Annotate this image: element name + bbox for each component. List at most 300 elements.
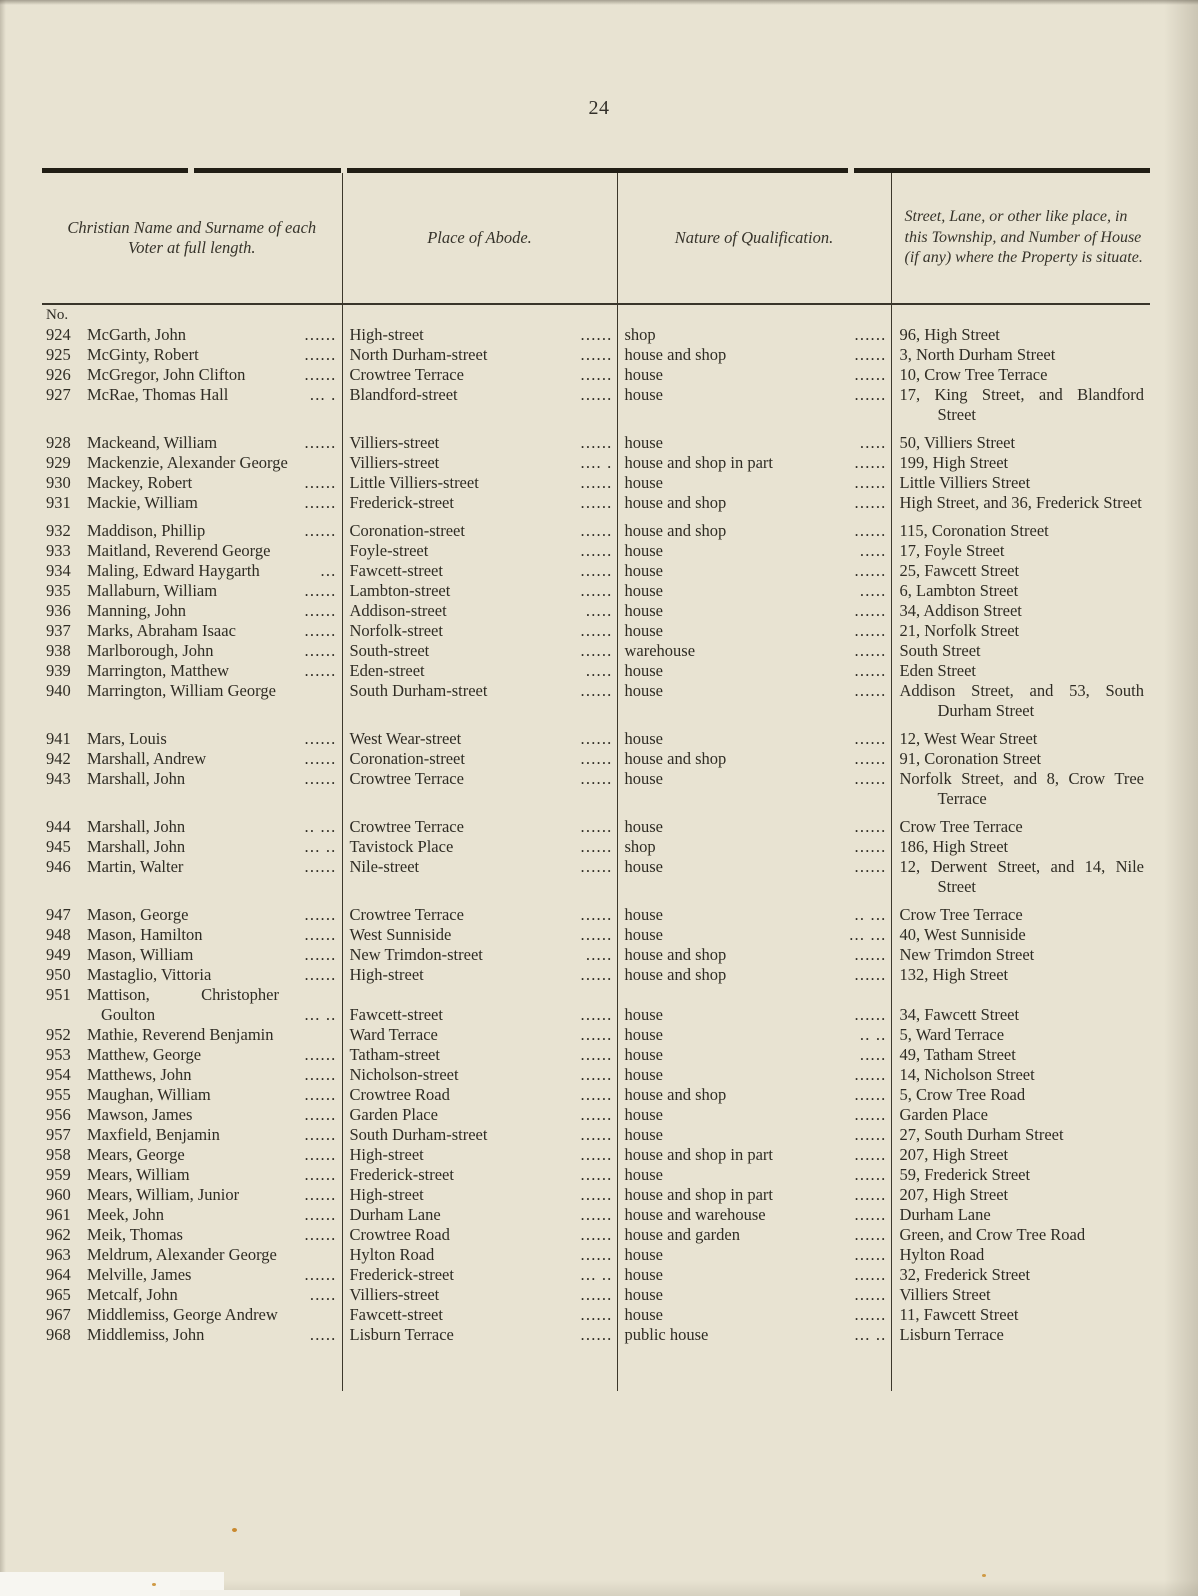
property-street: 6, Lambton Street	[899, 581, 1019, 600]
leader-dots: ......	[580, 1245, 613, 1264]
abode-cell	[342, 809, 617, 837]
property-street: 21, Norfolk Street	[899, 621, 1020, 640]
leader-dots: ......	[304, 365, 337, 384]
qualification-cell	[617, 1185, 891, 1205]
leader-dots: ......	[580, 965, 613, 984]
abode-cell	[342, 1025, 617, 1045]
abode-cell	[342, 925, 617, 945]
voter-number: 925	[46, 345, 71, 364]
leader-dots: ......	[580, 729, 613, 748]
qualification-cell	[617, 1245, 891, 1265]
voter-name: Matthew, George	[87, 1045, 202, 1064]
voter-name: Marlborough, John	[87, 641, 214, 660]
place-of-abode: Foyle-street	[349, 541, 429, 560]
voter-number: 927	[46, 385, 71, 404]
property-street: 40, West Sunniside	[899, 925, 1026, 944]
voter-name: Middlemiss, George Andrew	[87, 1305, 278, 1324]
property-street: 199, High Street	[899, 453, 1009, 472]
street-cell	[891, 1285, 1150, 1305]
leader-dots: ... ...	[849, 925, 887, 944]
qualification-cell	[617, 1045, 891, 1065]
leader-dots: ......	[580, 521, 613, 540]
leader-dots: ......	[854, 1265, 887, 1284]
qualification-cell	[617, 493, 891, 513]
property-street: Crow Tree Terrace	[899, 905, 1023, 924]
name-cell	[42, 425, 342, 453]
leader-dots: .....	[309, 1285, 337, 1304]
voter-number: 964	[46, 1265, 71, 1284]
nature-of-qualification: house and garden	[624, 1225, 740, 1244]
place-of-abode: Crowtree Terrace	[349, 769, 464, 788]
voter-number: 933	[46, 541, 71, 560]
name-cell	[42, 641, 342, 661]
leader-dots: ......	[304, 945, 337, 964]
voter-number: 952	[46, 1025, 71, 1044]
voter-name: Maddison, Phillip	[87, 521, 206, 540]
leader-dots: ......	[304, 473, 337, 492]
leader-dots: ......	[304, 729, 337, 748]
nature-of-qualification: house	[624, 1105, 663, 1124]
nature-of-qualification: house	[624, 905, 663, 924]
abode-cell	[342, 837, 617, 857]
name-cell	[42, 857, 342, 897]
property-street: 27, South Durham Street	[899, 1125, 1064, 1144]
nature-of-qualification: house	[624, 1245, 663, 1264]
voter-number: 968	[46, 1325, 71, 1344]
abode-cell	[342, 965, 617, 985]
leader-dots: ......	[580, 473, 613, 492]
place-of-abode: Crowtree Terrace	[349, 905, 464, 924]
nature-of-qualification: house	[624, 857, 663, 876]
place-of-abode: Crowtree Road	[349, 1085, 450, 1104]
voter-number: 958	[46, 1145, 71, 1164]
property-street: Green, and Crow Tree Road	[899, 1225, 1086, 1244]
street-cell	[891, 561, 1150, 581]
voter-row	[42, 641, 1150, 661]
abode-cell	[342, 601, 617, 621]
abode-cell	[342, 681, 617, 721]
voter-name: Mackey, Robert	[87, 473, 193, 492]
voter-number: 967	[46, 1305, 71, 1324]
voter-name: Mars, Louis	[87, 729, 167, 748]
place-of-abode: South Durham-street	[349, 1125, 488, 1144]
voter-number: 940	[46, 681, 71, 700]
name-cell	[42, 365, 342, 385]
qualification-cell	[617, 769, 891, 809]
abode-cell	[342, 769, 617, 809]
leader-dots: ......	[580, 541, 613, 560]
nature-of-qualification: house	[624, 661, 663, 680]
voter-number: 965	[46, 1285, 71, 1304]
leader-dots: ......	[580, 1025, 613, 1044]
place-of-abode: Crowtree Road	[349, 1225, 450, 1244]
leader-dots: ......	[304, 1265, 337, 1284]
leader-dots: ......	[580, 837, 613, 856]
voter-row	[42, 385, 1150, 425]
qualification-cell	[617, 513, 891, 541]
leader-dots: .. ...	[304, 817, 337, 836]
place-of-abode: Tatham-street	[349, 1045, 440, 1064]
street-cell	[891, 1025, 1150, 1045]
voter-row	[42, 493, 1150, 513]
nature-of-qualification: house and shop in part	[624, 1185, 773, 1204]
qualification-cell	[617, 601, 891, 621]
voter-row	[42, 581, 1150, 601]
leader-dots: ......	[854, 1005, 887, 1024]
scan-edge-artifact	[180, 1590, 460, 1596]
register-rows	[42, 304, 1150, 1391]
voter-name: Mason, Hamilton	[87, 925, 203, 944]
voter-name: Manning, John	[87, 601, 186, 620]
nature-of-qualification: house	[624, 1025, 663, 1044]
property-street: 32, Frederick Street	[899, 1265, 1031, 1284]
voter-row	[42, 473, 1150, 493]
leader-dots: .... .	[580, 453, 613, 472]
leader-dots: ......	[580, 1125, 613, 1144]
voter-row	[42, 1205, 1150, 1225]
voter-number: 959	[46, 1165, 71, 1184]
nature-of-qualification: house	[624, 769, 663, 788]
no-column-label: No.	[46, 307, 69, 323]
leader-dots: ......	[304, 965, 337, 984]
property-street: 34, Fawcett Street	[899, 1005, 1020, 1024]
leader-dots: ... ..	[854, 1325, 887, 1344]
property-street: 17, King Street, and Blandford Street	[899, 385, 1144, 424]
street-cell	[891, 837, 1150, 857]
leader-dots: .. ...	[854, 905, 887, 924]
leader-dots: ......	[580, 493, 613, 512]
voter-name: Mason, William	[87, 945, 194, 964]
name-cell	[42, 345, 342, 365]
voter-row	[42, 945, 1150, 965]
place-of-abode: Hylton Road	[349, 1245, 435, 1264]
voter-row	[42, 857, 1150, 897]
voter-number: 939	[46, 661, 71, 680]
street-cell	[891, 453, 1150, 473]
leader-dots: ......	[854, 641, 887, 660]
street-cell	[891, 749, 1150, 769]
leader-dots: ......	[580, 905, 613, 924]
voter-number: 961	[46, 1205, 71, 1224]
street-cell	[891, 581, 1150, 601]
property-street: New Trimdon Street	[899, 945, 1035, 964]
nature-of-qualification: house and shop	[624, 345, 727, 364]
qualification-cell	[617, 1225, 891, 1245]
leader-dots: ......	[304, 433, 337, 452]
qualification-cell	[617, 385, 891, 425]
voter-name: Meek, John	[87, 1205, 164, 1224]
leader-dots: ......	[854, 385, 887, 404]
name-cell	[42, 1265, 342, 1285]
voter-row	[42, 345, 1150, 365]
qualification-cell	[617, 857, 891, 897]
qualification-cell	[617, 925, 891, 945]
property-street: 59, Frederick Street	[899, 1165, 1031, 1184]
name-cell	[42, 513, 342, 541]
leader-dots: ......	[854, 493, 887, 512]
place-of-abode: West Wear-street	[349, 729, 462, 748]
leader-dots: ......	[304, 1185, 337, 1204]
name-cell	[42, 325, 342, 345]
leader-dots: ......	[854, 661, 887, 680]
voter-name: Marshall, John	[87, 837, 186, 856]
leader-dots: ......	[854, 1085, 887, 1104]
abode-cell	[342, 1265, 617, 1285]
leader-dots: ......	[580, 433, 613, 452]
voter-name: Mattison, Christopher Goulton	[87, 985, 279, 1024]
qualification-cell	[617, 1145, 891, 1165]
street-cell	[891, 721, 1150, 749]
voter-row	[42, 1045, 1150, 1065]
property-street: 3, North Durham Street	[899, 345, 1056, 364]
name-cell	[42, 965, 342, 985]
leader-dots: ......	[580, 749, 613, 768]
voter-name: Meik, Thomas	[87, 1225, 183, 1244]
leader-dots: ......	[854, 1285, 887, 1304]
leader-dots: ......	[854, 1185, 887, 1204]
voter-name: Mathie, Reverend Benjamin	[87, 1025, 274, 1044]
voter-row	[42, 985, 1150, 1025]
leader-dots: ......	[854, 325, 887, 344]
leader-dots: ......	[304, 325, 337, 344]
qualification-cell	[617, 809, 891, 837]
street-cell	[891, 1045, 1150, 1065]
property-street: 132, High Street	[899, 965, 1009, 984]
voter-number: 963	[46, 1245, 71, 1264]
place-of-abode: Ward Terrace	[349, 1025, 438, 1044]
leader-dots: ......	[304, 905, 337, 924]
leader-dots: ......	[854, 453, 887, 472]
nature-of-qualification: house	[624, 433, 663, 452]
qualification-cell	[617, 1265, 891, 1285]
abode-cell	[342, 897, 617, 925]
property-street: High Street, and 36, Frederick Street	[899, 493, 1142, 512]
voter-name: McGregor, John Clifton	[87, 365, 246, 384]
voter-number: 951	[46, 985, 71, 1004]
qualification-cell	[617, 837, 891, 857]
voter-number: 935	[46, 581, 71, 600]
voter-number: 953	[46, 1045, 71, 1064]
street-cell	[891, 809, 1150, 837]
header-name-column: Christian Name and Surname of each Voter at full length.	[42, 173, 342, 304]
property-street: 186, High Street	[899, 837, 1009, 856]
property-street: 207, High Street	[899, 1185, 1009, 1204]
qualification-cell	[617, 661, 891, 681]
leader-dots: ......	[854, 1125, 887, 1144]
name-cell	[42, 1245, 342, 1265]
voter-row	[42, 1185, 1150, 1205]
voter-row	[42, 1105, 1150, 1125]
voter-number: 942	[46, 749, 71, 768]
voter-number: 934	[46, 561, 71, 580]
name-cell	[42, 473, 342, 493]
scan-speck	[152, 1583, 156, 1586]
qualification-cell	[617, 621, 891, 641]
leader-dots: ......	[304, 1165, 337, 1184]
abode-cell	[342, 1065, 617, 1085]
street-cell	[891, 965, 1150, 985]
leader-dots: ......	[580, 1205, 613, 1224]
street-cell	[891, 1225, 1150, 1245]
voter-row	[42, 1085, 1150, 1105]
place-of-abode: Coronation-street	[349, 749, 465, 768]
voter-number: 945	[46, 837, 71, 856]
abode-cell	[342, 1165, 617, 1185]
property-street: 12, Derwent Street, and 14, Nile Street	[899, 857, 1144, 896]
place-of-abode: Frederick-street	[349, 493, 454, 512]
leader-dots: ......	[580, 817, 613, 836]
place-of-abode: Frederick-street	[349, 1265, 454, 1284]
place-of-abode: Villiers-street	[349, 1285, 440, 1304]
street-cell	[891, 385, 1150, 425]
property-street: 34, Addison Street	[899, 601, 1022, 620]
leader-dots: ......	[854, 561, 887, 580]
nature-of-qualification: house	[624, 561, 663, 580]
voter-name: Martin, Walter	[87, 857, 184, 876]
voter-name: Mackenzie, Alexander George	[87, 453, 288, 472]
voter-row	[42, 769, 1150, 809]
qualification-cell	[617, 1065, 891, 1085]
leader-dots: ......	[304, 521, 337, 540]
leader-dots: ......	[304, 601, 337, 620]
voter-number: 943	[46, 769, 71, 788]
voter-row	[42, 621, 1150, 641]
leader-dots: .....	[859, 433, 887, 452]
voter-number: 947	[46, 905, 71, 924]
nature-of-qualification: house and warehouse	[624, 1205, 766, 1224]
leader-dots: ......	[304, 621, 337, 640]
voter-name: Maughan, William	[87, 1085, 211, 1104]
leader-dots: ......	[580, 1045, 613, 1064]
leader-dots: ......	[854, 837, 887, 856]
leader-dots: ......	[304, 1045, 337, 1064]
place-of-abode: Eden-street	[349, 661, 425, 680]
street-cell	[891, 473, 1150, 493]
voter-name: McRae, Thomas Hall	[87, 385, 229, 404]
leader-dots: ......	[304, 857, 337, 876]
leader-dots: ......	[854, 857, 887, 876]
place-of-abode: Addison-street	[349, 601, 447, 620]
leader-dots: .....	[585, 945, 613, 964]
qualification-cell	[617, 1325, 891, 1345]
leader-dots: ......	[580, 769, 613, 788]
place-of-abode: Fawcett-street	[349, 1305, 443, 1324]
name-cell	[42, 493, 342, 513]
voter-name: McGinty, Robert	[87, 345, 199, 364]
leader-dots: ......	[854, 521, 887, 540]
abode-cell	[342, 1325, 617, 1345]
voter-row	[42, 1065, 1150, 1085]
nature-of-qualification: house	[624, 1125, 663, 1144]
property-street: Crow Tree Terrace	[899, 817, 1023, 836]
nature-of-qualification: house and shop in part	[624, 453, 773, 472]
nature-of-qualification: house and shop	[624, 1085, 727, 1104]
property-street: 115, Coronation Street	[899, 521, 1049, 540]
street-cell	[891, 985, 1150, 1025]
voter-row	[42, 1165, 1150, 1185]
street-cell	[891, 1265, 1150, 1285]
leader-dots: ......	[580, 325, 613, 344]
leader-dots: .....	[585, 601, 613, 620]
voter-row	[42, 721, 1150, 749]
name-cell	[42, 561, 342, 581]
leader-dots: ......	[580, 385, 613, 404]
abode-cell	[342, 385, 617, 425]
name-cell	[42, 1225, 342, 1245]
leader-dots: ......	[580, 1085, 613, 1104]
voter-row	[42, 601, 1150, 621]
place-of-abode: Villiers-street	[349, 453, 440, 472]
leader-dots: ......	[304, 1105, 337, 1124]
leader-dots: ......	[580, 365, 613, 384]
leader-dots: ......	[854, 1165, 887, 1184]
street-cell	[891, 945, 1150, 965]
name-cell	[42, 1325, 342, 1345]
name-cell	[42, 385, 342, 425]
leader-dots: ......	[854, 1225, 887, 1244]
voter-row	[42, 325, 1150, 345]
place-of-abode: North Durham-street	[349, 345, 488, 364]
qualification-cell	[617, 365, 891, 385]
voter-name: Marshall, Andrew	[87, 749, 207, 768]
property-street: 49, Tatham Street	[899, 1045, 1016, 1064]
street-cell	[891, 857, 1150, 897]
abode-cell	[342, 581, 617, 601]
abode-cell	[342, 985, 617, 1025]
leader-dots: ......	[854, 965, 887, 984]
leader-dots: ......	[304, 1085, 337, 1104]
nature-of-qualification: warehouse	[624, 641, 696, 660]
place-of-abode: Nile-street	[349, 857, 420, 876]
voter-number: 955	[46, 1085, 71, 1104]
qualification-cell	[617, 541, 891, 561]
abode-cell	[342, 1085, 617, 1105]
qualification-cell	[617, 325, 891, 345]
street-cell	[891, 345, 1150, 365]
header-qualification-column: Nature of Qualification.	[617, 173, 891, 304]
voter-row	[42, 681, 1150, 721]
leader-dots: ......	[304, 581, 337, 600]
leader-dots: ......	[580, 1005, 613, 1024]
voter-row	[42, 561, 1150, 581]
leader-dots: ......	[854, 1205, 887, 1224]
leader-dots: ......	[854, 681, 887, 700]
voter-row	[42, 1325, 1150, 1345]
qualification-cell	[617, 1205, 891, 1225]
voter-name: Marrington, Matthew	[87, 661, 230, 680]
street-cell	[891, 1185, 1150, 1205]
leader-dots: .....	[859, 1045, 887, 1064]
property-street: 91, Coronation Street	[899, 749, 1042, 768]
voter-row	[42, 1245, 1150, 1265]
qualification-cell	[617, 1085, 891, 1105]
abode-cell	[342, 621, 617, 641]
voter-name: Middlemiss, John	[87, 1325, 205, 1344]
voter-name: Marshall, John	[87, 769, 186, 788]
leader-dots: ......	[854, 817, 887, 836]
leader-dots: .....	[309, 1325, 337, 1344]
street-cell	[891, 681, 1150, 721]
leader-dots: ......	[304, 769, 337, 788]
leader-dots: ......	[580, 925, 613, 944]
nature-of-qualification: house	[624, 1285, 663, 1304]
property-street: 50, Villiers Street	[899, 433, 1016, 452]
leader-dots: ...	[320, 561, 337, 580]
voter-number: 950	[46, 965, 71, 984]
leader-dots: ......	[304, 345, 337, 364]
abode-cell	[342, 541, 617, 561]
voter-row	[42, 809, 1150, 837]
